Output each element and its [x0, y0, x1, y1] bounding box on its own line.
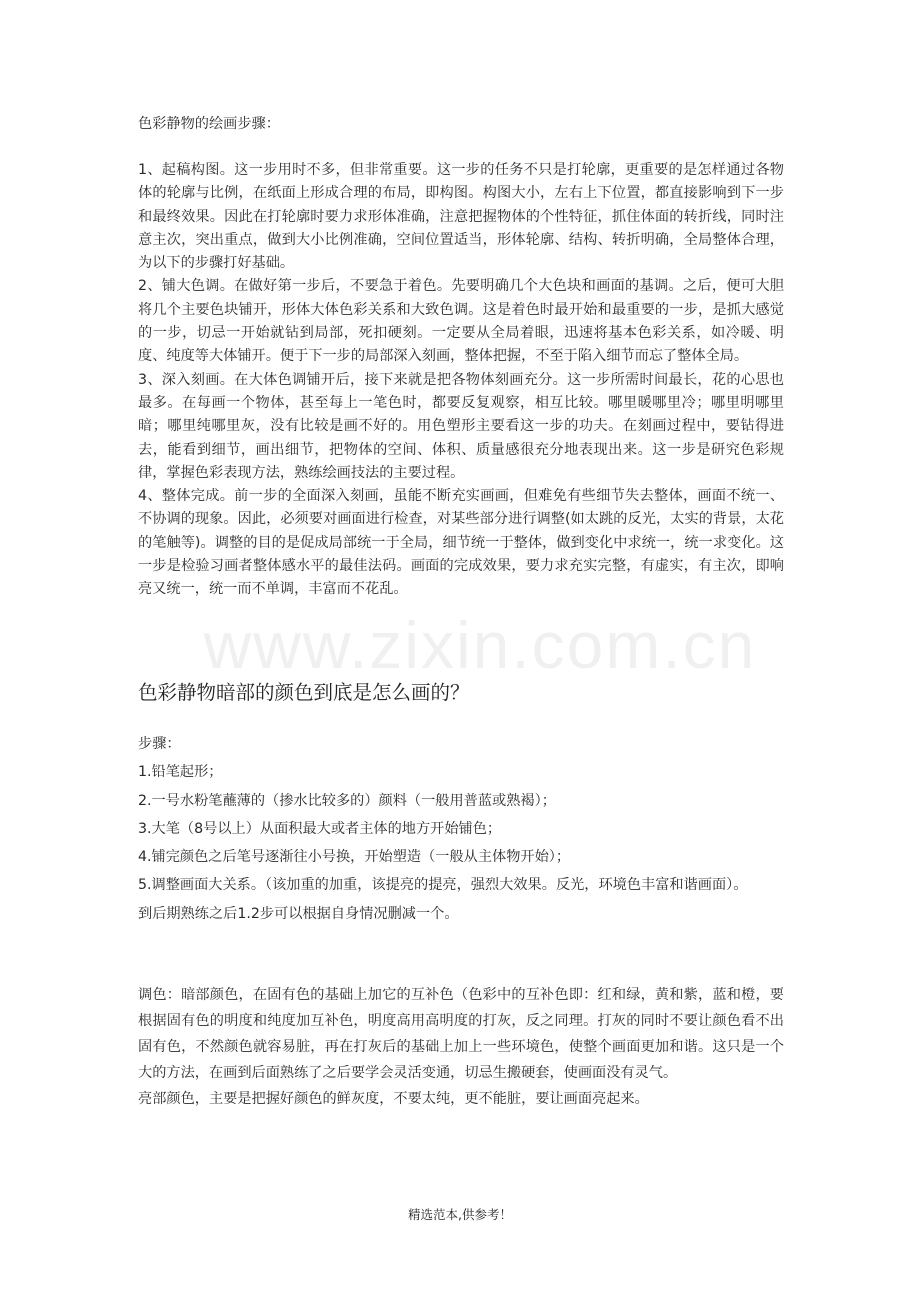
watermark: www.zixin.com.cn: [203, 608, 757, 682]
procedure-note: 到后期熟练之后1.2步可以根据自身情况删减一个。: [138, 905, 459, 922]
step-paragraph-2: 2、铺大色调。在做好第一步后，不要急于着色。先要明确几个大色块和画面的基调。之后，便可大胆将几个主要色块铺开，形体大体色彩关系和大致色调。这是着色时最开始和最重要的一步，是抓大感觉的一步，切忌一开始就钻到局部，死扣硬刻。一定要从全局着眼，迅速将基本色彩关系，如冷暖、明度、纯度等大体铺开。便于下一步的局部深入刻画，整体把握，不至于陷入细节而忘了整体全局。: [138, 278, 784, 365]
step-paragraph-4: 4、整体完成。前一步的全面深入刻画，虽能不断充实画画，但难免有些细节失去整体，画面不统一、不协调的现象。因此，必须要对画面进行检查，对某些部分进行调整(如太跳的反光，太实的背景，太花的笔触等)。调整的目的是促成局部统一于全局，细节统一于整体，做到变化中求统一，统一求变化。这一步是检验习画者整体感水平的最佳法码。画面的完成效果，要力求充实完整，有虚实，有主次，即响亮又统一，统一而不单调，丰富而不花乱。: [138, 488, 784, 598]
intro-line: 色彩静物的绘画步骤：: [138, 116, 280, 132]
step-paragraph-1: 1、起稿构图。这一步用时不多，但非常重要。这一步的任务不只是打轮廓，更重要的是怎样通过各物体的轮廓与比例，在纸面上形成合理的布局，即构图。构图大小，左右上下位置，都直接影响到下一步和最终效果。因此在打轮廓时要力求形体准确，注意把握物体的个性特征，抓住体面的转折线，同时注意主次，突出重点，做到大小比例准确，空间位置适当，形体轮廓、结构、转折明确，全局整体合理，为以下的步骤打好基础。: [138, 162, 784, 272]
procedure-item-5: 5.调整画面大关系。（该加重的加重，该提亮的提亮，强烈大效果。反光，环境色丰富和谐画面）。: [138, 877, 748, 894]
section-heading: 色彩静物暗部的颜色到底是怎么画的？: [138, 681, 470, 704]
procedure-item-2: 2.一号水粉笔蘸薄的（掺水比较多的）颜料（一般用普蓝或熟褐）；: [138, 792, 556, 809]
step-paragraph-3: 3、深入刻画。在大体色调铺开后，接下来就是把各物体刻画充分。这一步所需时间最长，花的心思也最多。在每画一个物体，甚至每上一笔色时，都要反复观察，相互比较。哪里暖哪里冷；哪里明哪里暗；哪里纯哪里灰，没有比较是画不好的。用色塑形主要看这一步的功夫。在刻画过程中，要钻得进去，能看到细节，画出细节，把物体的空间、体积、质量感很充分地表现出来。这一步是研究色彩规律，掌握色彩表现方法，熟练绘画技法的主要过程。: [138, 371, 784, 481]
procedure-item-1: 1.铅笔起形；: [138, 764, 223, 781]
dark-color-tip: 调色：暗部颜色，在固有色的基础上加它的互补色（色彩中的互补色即：红和绿，黄和紫，蓝和橙，要根据固有色的明度和纯度加互补色，明度高用高明度的打灰，反之同理。打灰的同时不要让颜色看不出固有色，不然颜色就容易脏，再在打灰后的基础上加上一些环境色，使整个画面更加和谐。这只是一个大的方法，在画到后面熟练了之后要学会灵活变通，切忌生搬硬套，使画面没有灵气。: [138, 987, 784, 1081]
procedure-label: 步骤：: [138, 736, 181, 752]
steps-section: [138, 159, 784, 602]
light-color-tip: 亮部颜色，主要是把握好颜色的鲜灰度，不要太纯，更不能脏，要让画面亮起来。: [138, 1091, 649, 1107]
procedure-item-4: 4.铺完颜色之后笔号逐渐往小号换，开始塑造（一般从主体物开始）；: [138, 849, 571, 866]
procedure-item-3: 3.大笔（8号以上）从面积最大或者主体的地方开始铺色；: [138, 820, 502, 837]
page-footer: 精选范本,供参考！: [408, 1207, 512, 1222]
color-tips-section: [138, 982, 784, 1112]
procedure-section: [138, 730, 784, 928]
